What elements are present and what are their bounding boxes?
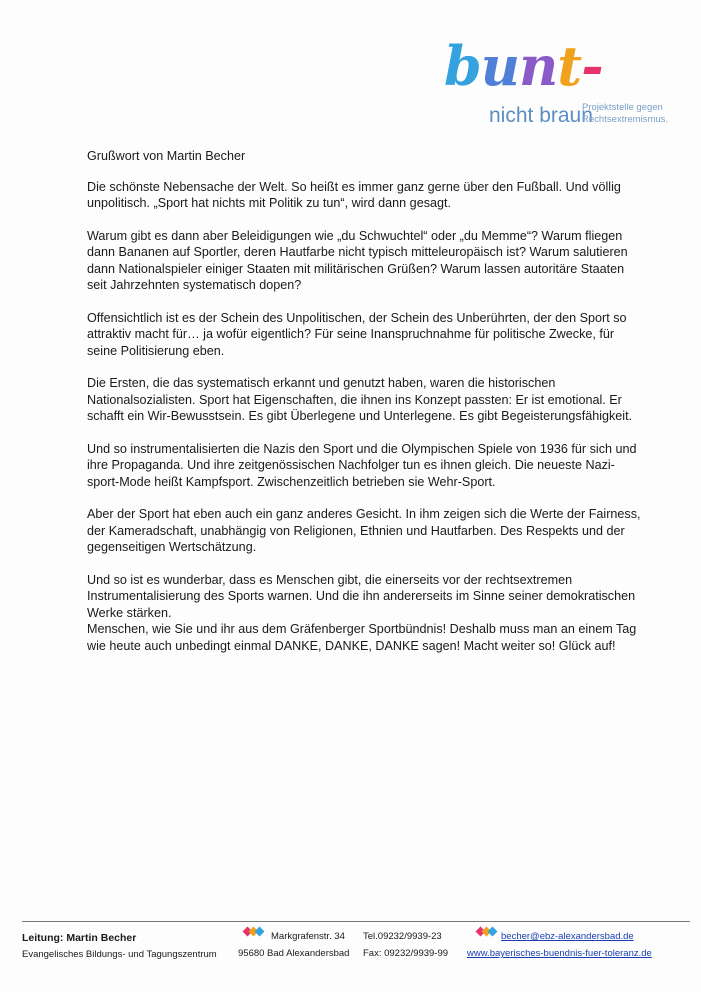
footer-email-link[interactable]: becher@ebz-alexandersbad.de <box>501 931 634 942</box>
paragraph-line: ihre Propaganda. Und ihre zeitgenössischen Nachfolger tun es ihnen gleich. Die neueste Nazi- <box>87 458 615 472</box>
paragraph-line: wie heute auch unbedingt einmal DANKE, DANKE, DANKE sagen! Macht weiter so! Glück auf! <box>87 638 616 653</box>
footer-street: Markgrafenstr. 34 <box>271 931 345 942</box>
footer-fax: Fax: 09232/9939-99 <box>363 948 449 959</box>
letter-paragraph <box>87 310 659 360</box>
logo-letter: - <box>581 34 603 98</box>
paragraph-line: Aber der Sport hat eben auch ein ganz anderes Gesicht. In ihm zeigen sich die Werte der Fairness, <box>87 507 641 521</box>
diamond-shape <box>255 927 265 937</box>
letter-body <box>87 148 659 670</box>
paragraph-line: Werke stärken. <box>87 605 172 620</box>
letter-paragraph <box>87 572 659 655</box>
footer-website-link[interactable]: www.bayerisches-buendnis-fuer-toleranz.de <box>467 948 652 959</box>
logo-tagline: Projektstelle gegen Rechtsextremismus. <box>582 102 669 125</box>
paragraph-line: dann Nationalspieler einiger Staaten mit militärischen Grüßen? Warum lassen autoritäre Staaten <box>87 261 625 276</box>
paragraph-line: schafft ein Wir-Bewusstsein. Es gibt Überlegene und Unterlegene. Es gibt Begeisterungsfähigkeit. <box>87 409 633 423</box>
footer-tel: Tel.09232/9939-23 <box>363 931 442 942</box>
logo-subtitle: nicht braun <box>489 104 593 127</box>
paragraph-line: sport-Mode heißt Kampfsport. Zwischenzeitlich betrieben sie Wehr-Sport. <box>87 474 496 489</box>
paragraph-line: Und so instrumentalisierten die Nazis den Sport und die Olympischen Spiele von 1936 für sich und <box>87 441 637 456</box>
paragraph-line: Menschen, wie Sie und ihr aus dem Gräfenberger Sportbündnis! Deshalb muss man an einem Tag <box>87 622 637 636</box>
leitung-name: Martin Becher <box>66 932 137 944</box>
letter-paragraph <box>87 375 659 425</box>
letter-paragraph <box>87 506 659 556</box>
paragraph-line: dann Bananen auf Sportler, deren Hautfarbe nicht typisch mitteleuropäisch ist? Warum salutieren <box>87 245 628 259</box>
footer-city: 95680 Bad Alexandersbad <box>238 948 350 959</box>
logo-letter: b <box>444 34 481 98</box>
letter-paragraph <box>87 228 659 294</box>
diamond-icon <box>477 926 499 938</box>
footer-organization: Evangelisches Bildungs- und Tagungszentrum <box>22 949 217 960</box>
logo-letter: t <box>557 34 582 98</box>
leitung-label: Leitung: <box>22 932 64 944</box>
paragraph-line: unpolitisch. „Sport hat nichts mit Politik zu tun“, wird dann gesagt. <box>87 196 451 210</box>
letter-greeting: Grußwort von Martin Becher <box>87 149 246 163</box>
paragraph-line: Warum gibt es dann aber Beleidigungen wie „du Schwuchtel“ oder „du Memme“? Warum fliegen <box>87 228 623 243</box>
paragraph-line: Die Ersten, die das systematisch erkannt und genutzt haben, waren die historischen <box>87 376 556 390</box>
paragraph-line: gegenseitigen Wertschätzung. <box>87 540 257 554</box>
paragraph-line: seine Politisierung eben. <box>87 343 225 358</box>
paragraph-line: Nationalsozialisten. Sport hat Eigenschaften, die ihnen ins Konzept passten: Er ist emotional. Er <box>87 392 622 407</box>
diamond-shape <box>488 927 498 937</box>
paragraph-line: Offensichtlich ist es der Schein des Unpolitischen, der Schein des Unberührten, der den Sport so <box>87 310 627 325</box>
letter-paragraph <box>87 441 659 491</box>
paragraph-line: Die schönste Nebensache der Welt. So heißt es immer ganz gerne über den Fußball. Und völlig <box>87 179 621 194</box>
paragraph-line: attraktiv macht für… ja wofür eigentlich? Für seine Inanspruchnahme für politische Zwecke, für <box>87 327 615 341</box>
paragraph-line: Instrumentalisierung des Sports warnen. Und die ihn andererseits im Sinne seiner demokratischen <box>87 589 636 603</box>
bunt-nicht-braun-logo <box>444 36 684 136</box>
footer-divider <box>22 921 690 922</box>
paragraph-line: Und so ist es wunderbar, dass es Menschen gibt, die einerseits vor der rechtsextremen <box>87 572 573 587</box>
logo-letter: n <box>519 34 558 98</box>
letter-paragraph <box>87 179 659 212</box>
footer-leitung <box>22 932 136 944</box>
diamond-icon <box>244 926 266 938</box>
paragraph-line: seit Jahrzehnten systematisch dopen? <box>87 278 302 292</box>
paragraph-line: der Kameradschaft, unabhängig von Religionen, Ethnien und Hautfarben. Des Respekts und der <box>87 523 625 538</box>
logo-wordmark <box>444 36 603 96</box>
logo-letter: u <box>480 34 520 98</box>
